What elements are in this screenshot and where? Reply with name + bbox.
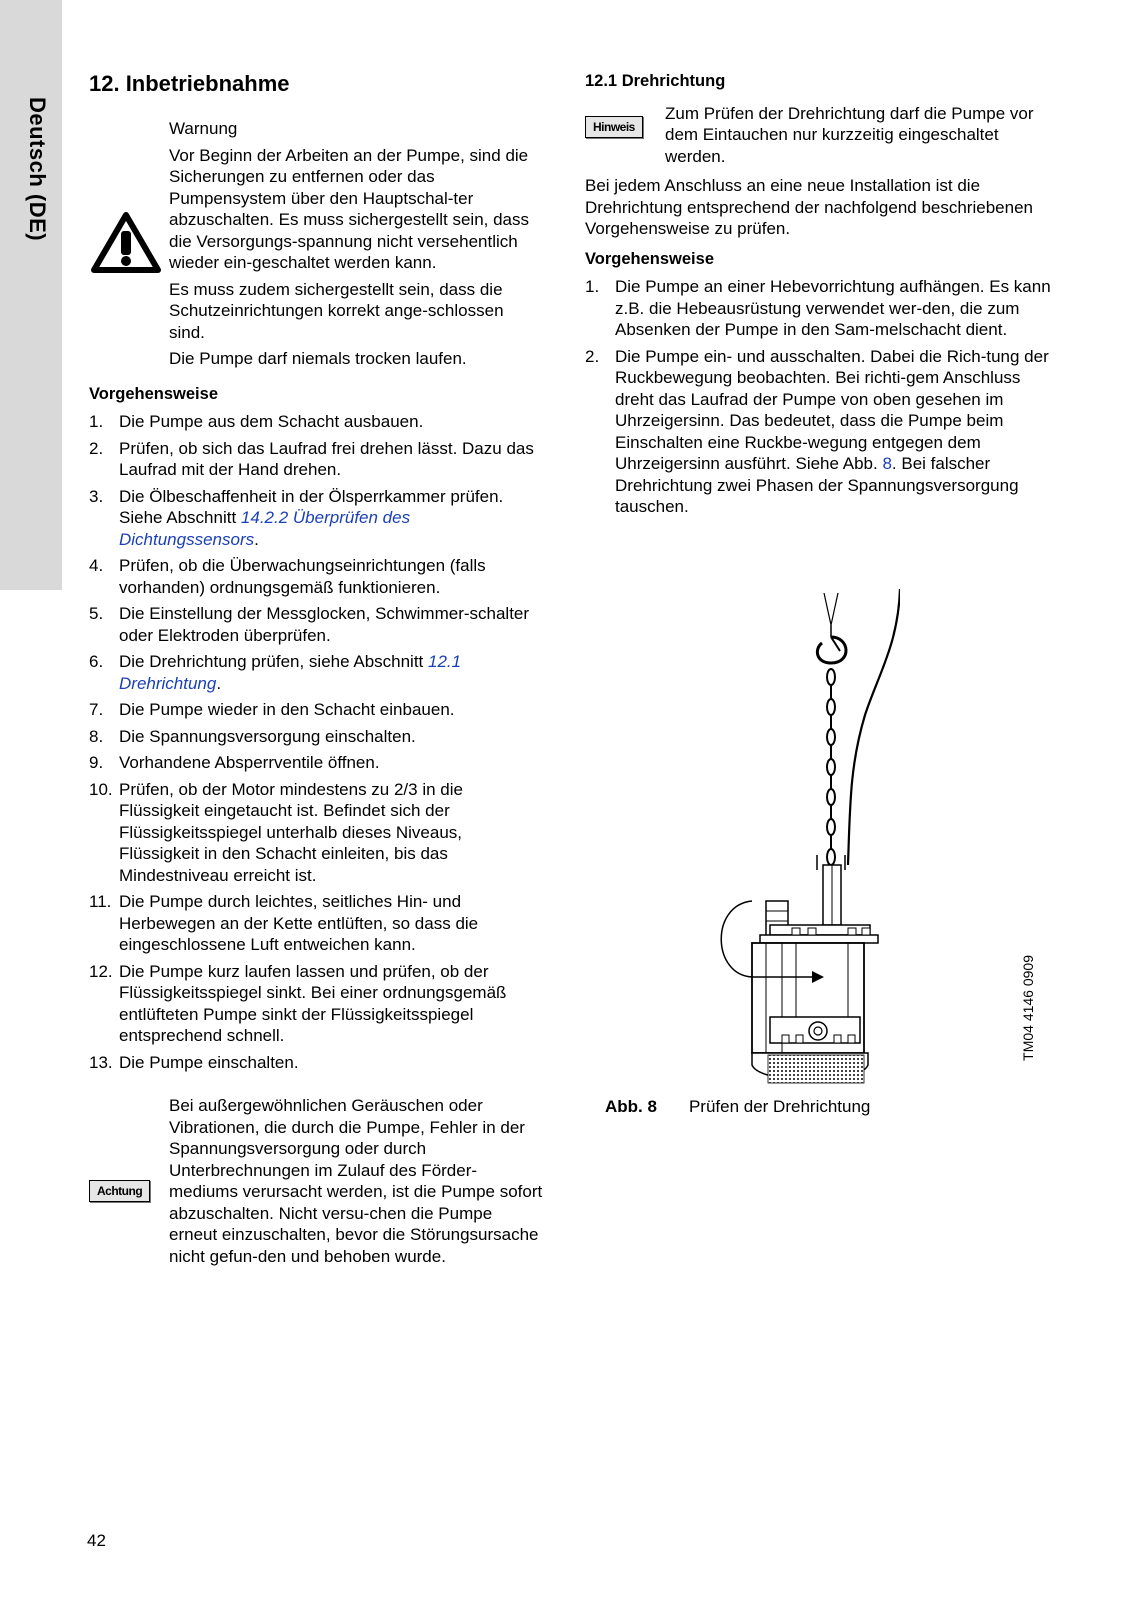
language-tab-label: Deutsch (DE): [25, 97, 50, 242]
figure-label: Abb. 8: [605, 1097, 657, 1116]
list-item: 2. Prüfen, ob sich das Laufrad frei drehen lässt. Dazu das Laufrad mit der Hand drehen.: [89, 438, 534, 479]
pump-rotation-figure: [700, 585, 900, 1085]
list-item: 8. Die Spannungsversorgung einschalten.: [89, 726, 416, 746]
drawing-code: TM04 4146 0909: [1020, 955, 1036, 1061]
caution-tag: Achtung: [89, 1180, 150, 1202]
intro-paragraph: Bei jedem Anschluss an eine neue Installation ist die Drehrichtung entsprechend der nachfolgend beschriebenen Vorgehensweise zu prüfen.: [585, 176, 1033, 238]
caution-block: [89, 1095, 544, 1267]
warning-paragraph-3: Die Pumpe darf niemals trocken laufen.: [169, 349, 467, 368]
warning-block: [89, 118, 544, 375]
list-item: 9. Vorhandene Absperrventile öffnen.: [89, 753, 380, 772]
figure-caption: [605, 1097, 870, 1117]
procedure-list-right: [585, 276, 1055, 518]
procedure-list: [89, 411, 544, 1073]
page-number: 42: [87, 1531, 106, 1550]
warning-icon: [89, 118, 169, 375]
list-item: 1. Die Pumpe an einer Hebevorrichtung aufhängen. Es kann z.B. die Hebeausrüstung verwendet wer-den, die zum Absenken der Pumpe in den Sam-melschacht dient.: [585, 277, 1051, 339]
subsection-title: 12.1 Drehrichtung: [585, 72, 726, 90]
list-item: 6. Die Drehrichtung prüfen, siehe Abschnitt 12.1 Drehrichtung.: [89, 652, 462, 693]
section-link-12-1[interactable]: 12.1 Drehrichtung: [119, 652, 462, 693]
list-item: 12. Die Pumpe kurz laufen lassen und prüfen, ob der Flüssigkeitsspiegel sinkt. Bei einer ordnungsgemäß entlüfteten Pumpe sinkt der Flüssigkeitsspiegel entsprechend schnell.: [89, 961, 507, 1045]
list-item: 2. Die Pumpe ein- und ausschalten. Dabei die Rich-tung der Ruckbewegung beobachten. Bei richti-gem Anschluss dreht das Laufrad der Pumpe von oben gesehen im Uhrzeigersinn. Das bedeutet, dass die Pumpe beim Einschalten eine Ruckbe-wegung entgegen dem Uhrzeigersinn ausführt. Siehe Abb. 8. Bei falscher Drehrichtung zwei Phasen der Spannungsversorgung tauschen.: [585, 346, 1049, 516]
list-item: 4. Prüfen, ob die Überwachungseinrichtungen (falls vorhanden) ordnungsgemäß funktionieren.: [89, 556, 486, 597]
list-item: 7. Die Pumpe wieder in den Schacht einbauen.: [89, 700, 455, 719]
caution-text: Bei außergewöhnlichen Geräuschen oder Vibrationen, die durch die Pumpe, Fehler in der Spannungsversorgung oder durch Unterbrechnungen im Zulauf des Förder-mediums verursacht werden, ist die Pumpe sofort abzuschalten. Nicht versu-chen die Pumpe erneut einzuschalten, bevor die Störungsursache nicht gefun-den und behoben wurde.: [169, 1096, 543, 1266]
note-tag: Hinweis: [585, 116, 643, 138]
procedure-heading: Vorgehensweise: [89, 384, 218, 403]
right-column: [585, 68, 1055, 523]
procedure-heading-right: Vorgehensweise: [585, 249, 714, 268]
left-column: [89, 68, 544, 1267]
warning-paragraph-1: Vor Beginn der Arbeiten an der Pumpe, sind die Sicherungen zu entfernen oder das Pumpensystem über den Hauptschal-ter abzuschalten. Es muss sichergestellt sein, dass die Versorgungs-spannung nicht versehentlich wieder ein-geschaltet werden kann.: [169, 145, 530, 272]
list-item: 10. Prüfen, ob der Motor mindestens zu 2/3 in die Flüssigkeit eingetaucht ist. Befindet sich der Flüssigkeitsspiegel unterhalb dieses Niveaus, Flüssigkeit in den Schacht einleiten, bis das Mindestniveau erreicht ist.: [89, 779, 463, 885]
list-item: 11. Die Pumpe durch leichtes, seitliches Hin- und Herbewegen an der Kette entlüften, so dass die eingeschlossene Luft entweichen kann.: [89, 892, 479, 954]
section-link-14-2-2[interactable]: 14.2.2 Überprüfen des Dichtungssensors: [119, 508, 411, 549]
section-title: 12. Inbetriebnahme: [89, 71, 290, 96]
note-block: [585, 103, 1055, 168]
list-item: 13. Die Pumpe einschalten.: [89, 1052, 299, 1072]
warning-text: [169, 118, 544, 375]
list-item: 5. Die Einstellung der Messglocken, Schwimmer-schalter oder Elektroden überprüfen.: [89, 604, 530, 645]
figure-caption-text: Prüfen der Drehrichtung: [688, 1097, 871, 1116]
list-item: 1. Die Pumpe aus dem Schacht ausbauen.: [89, 412, 424, 431]
warning-label: Warnung: [169, 119, 238, 138]
note-text: Zum Prüfen der Drehrichtung darf die Pumpe vor dem Eintauchen nur kurzzeitig eingeschaltet werden.: [665, 103, 1034, 166]
language-side-tab: [0, 0, 62, 590]
figure-link-8[interactable]: 8: [882, 454, 892, 473]
list-item: 3. Die Ölbeschaffenheit in der Ölsperrkammer prüfen. Siehe Abschnitt 14.2.2 Überprüfen des Dichtungssensors.: [89, 486, 504, 549]
warning-paragraph-2: Es muss zudem sichergestellt sein, dass die Schutzeinrichtungen korrekt ange-schlossen sind.: [169, 279, 504, 342]
